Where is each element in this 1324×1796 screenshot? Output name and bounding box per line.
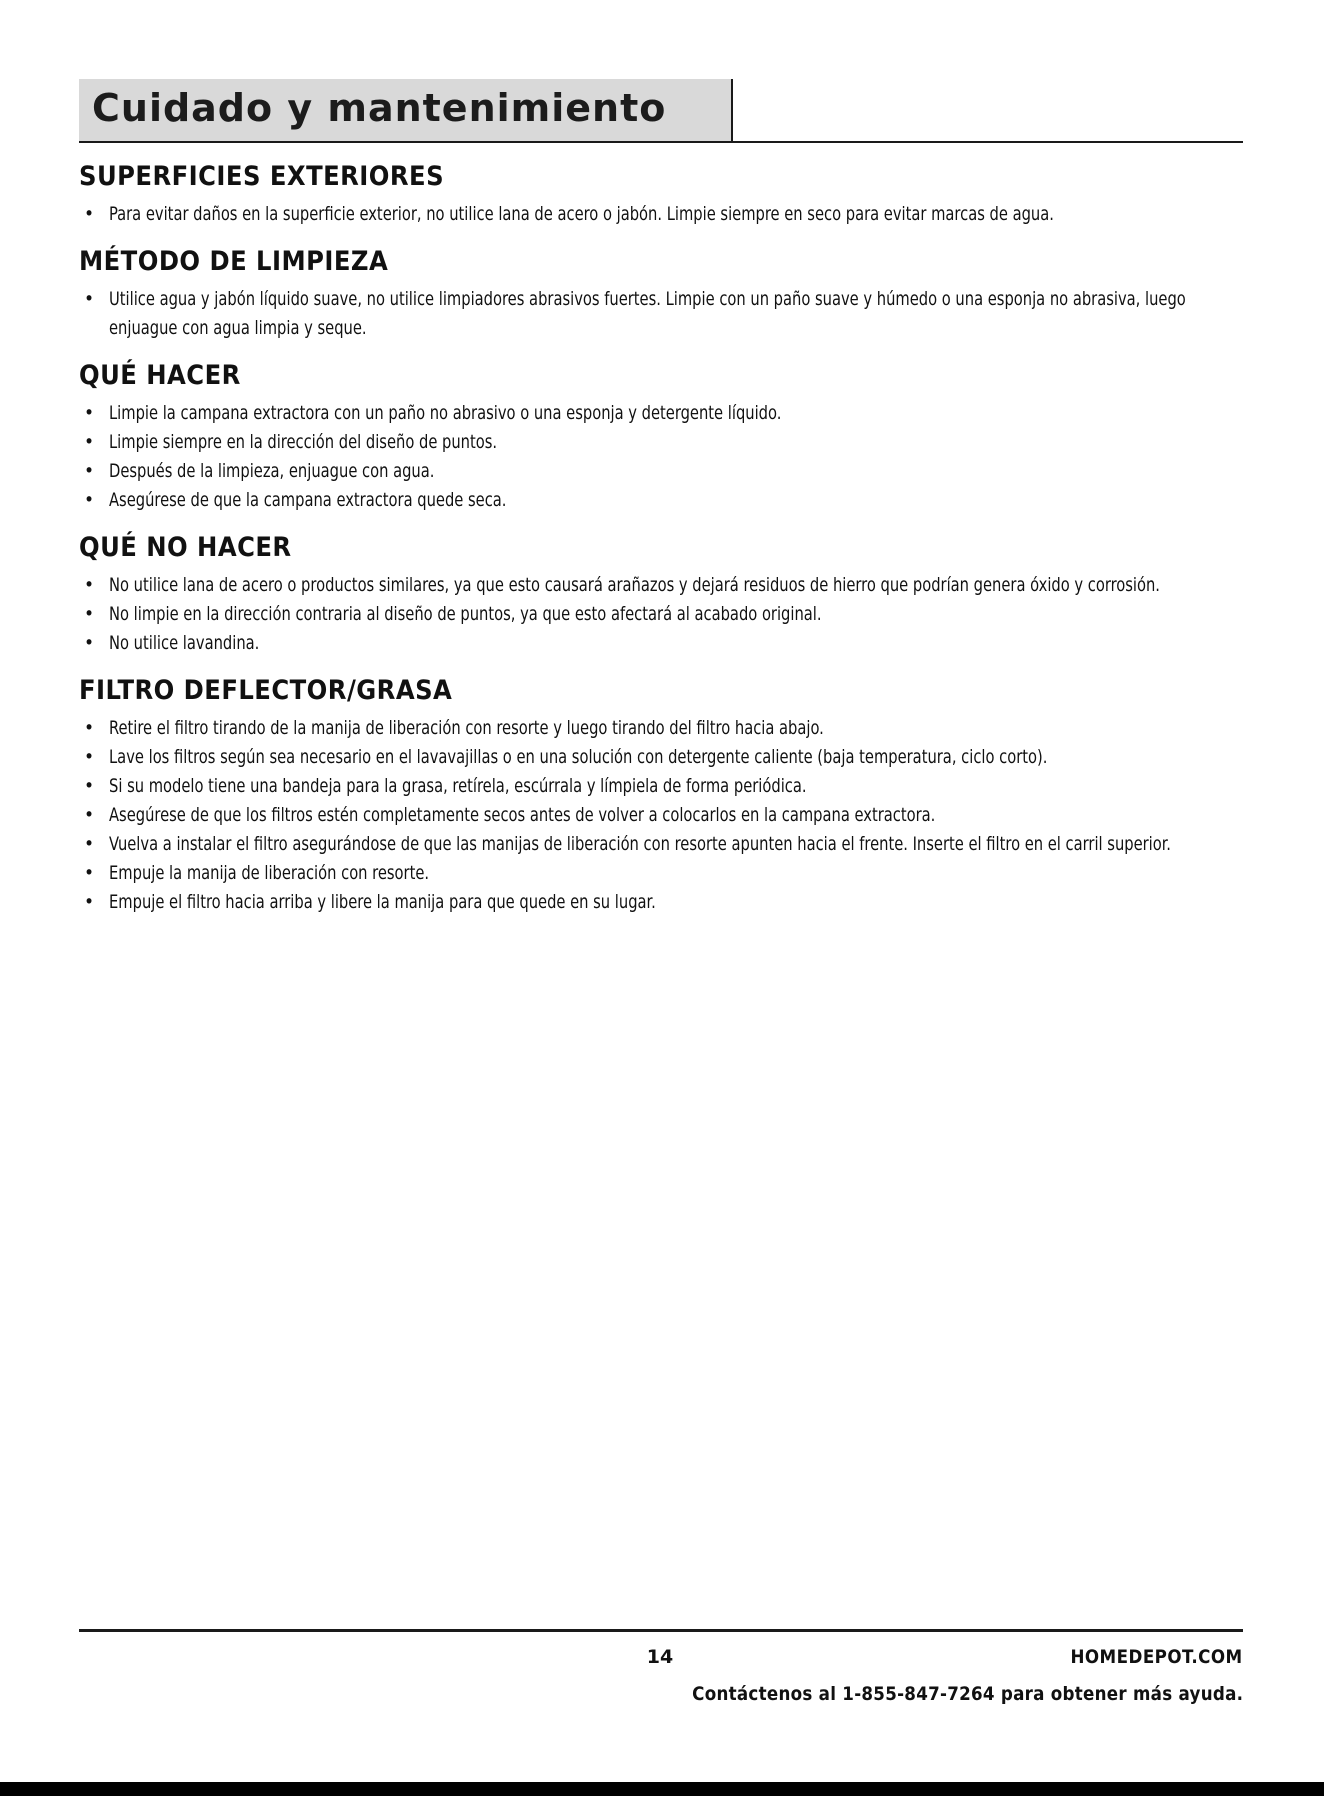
section-heading: QUÉ NO HACER (79, 532, 292, 563)
section-heading: FILTRO DEFLECTOR/GRASA (79, 675, 453, 706)
list-item-text: Después de la limpieza, enjuague con agua. (109, 460, 435, 482)
list-item (79, 200, 1247, 229)
list-item-text: Empuje la manija de liberación con resorte. (109, 862, 430, 884)
section-heading: QUÉ HACER (79, 360, 241, 391)
section-que-hacer (79, 357, 1247, 515)
list-item (79, 888, 1247, 917)
list-item-text: No limpie en la dirección contraria al diseño de puntos, ya que esto afectará al acabado original. (109, 603, 822, 625)
list-item (79, 830, 1247, 859)
bullet-icon: • (83, 603, 95, 625)
bullet-icon: • (83, 431, 95, 453)
title-divider (79, 141, 1243, 143)
list-item-text: Asegúrese de que los filtros estén completamente secos antes de volver a colocarlos en la campana extractora. (109, 804, 936, 826)
bullet-icon: • (83, 489, 95, 511)
bullet-list (79, 200, 1247, 229)
bullet-list (79, 714, 1247, 917)
contact-help-line: Contáctenos al 1-855-847-7264 para obtener más ayuda. (691, 1683, 1243, 1705)
section-heading: MÉTODO DE LIMPIEZA (79, 246, 389, 277)
list-item-text: Lave los filtros según sea necesario en el lavavajillas o en una solución con detergente caliente (baja temperatura, ciclo corto). (109, 746, 1048, 768)
bullet-icon: • (83, 862, 95, 884)
list-item (79, 743, 1247, 772)
list-item-text: Empuje el filtro hacia arriba y libere la manija para que quede en su lugar. (109, 891, 656, 913)
bullet-list (79, 571, 1247, 658)
footer-divider (79, 1629, 1243, 1632)
list-item (79, 859, 1247, 888)
list-item (79, 571, 1247, 600)
page-content (79, 158, 1247, 931)
bullet-list (79, 285, 1247, 343)
bullet-icon: • (83, 632, 95, 654)
list-item-text: Limpie siempre en la dirección del diseño de puntos. (109, 431, 498, 453)
bullet-icon: • (83, 891, 95, 913)
list-item (79, 285, 1247, 343)
list-item-text: Limpie la campana extractora con un paño no abrasivo o una esponja y detergente líquido. (109, 402, 782, 424)
bullet-icon: • (83, 203, 95, 225)
list-item-text: Asegúrese de que la campana extractora quede seca. (109, 489, 507, 511)
page-title: Cuidado y mantenimiento (92, 86, 667, 130)
bullet-icon: • (83, 833, 95, 855)
list-item (79, 399, 1247, 428)
section-title-bar (79, 79, 733, 142)
page-number: 14 (646, 1646, 674, 1668)
list-item-text: Vuelva a instalar el filtro asegurándose de que las manijas de liberación con resorte apunten hacia el frente. Inserte el filtro en el carril superior. (109, 833, 1171, 855)
bullet-icon: • (83, 460, 95, 482)
list-item-text: No utilice lavandina. (109, 632, 260, 654)
list-item-text: Si su modelo tiene una bandeja para la grasa, retírela, escúrrala y límpiela de forma periódica. (109, 775, 807, 797)
list-item (79, 457, 1247, 486)
list-item-text: Para evitar daños en la superficie exterior, no utilice lana de acero o jabón. Limpie siempre en seco para evitar marcas de agua. (109, 203, 1054, 225)
list-item (79, 772, 1247, 801)
list-item (79, 714, 1247, 743)
section-superficies-exteriores (79, 158, 1247, 229)
section-que-no-hacer (79, 529, 1247, 658)
bullet-icon: • (83, 574, 95, 596)
bottom-edge-band (0, 1782, 1324, 1796)
list-item (79, 600, 1247, 629)
bullet-icon: • (83, 804, 95, 826)
list-item (79, 801, 1247, 830)
list-item (79, 629, 1247, 658)
list-item-text: No utilice lana de acero o productos similares, ya que esto causará arañazos y dejará residuos de hierro que podrían genera óxido y corrosión. (109, 574, 1160, 596)
section-filtro-deflector-grasa (79, 672, 1247, 917)
bullet-icon: • (83, 775, 95, 797)
list-item (79, 428, 1247, 457)
section-metodo-de-limpieza (79, 243, 1247, 343)
bullet-icon: • (83, 402, 95, 424)
website-label: HOMEDEPOT.COM (1070, 1646, 1243, 1668)
list-item (79, 486, 1247, 515)
bullet-icon: • (83, 746, 95, 768)
list-item-text: Retire el filtro tirando de la manija de liberación con resorte y luego tirando del filtro hacia abajo. (109, 717, 824, 739)
bullet-icon: • (83, 717, 95, 739)
section-heading: SUPERFICIES EXTERIORES (79, 161, 445, 192)
bullet-list (79, 399, 1247, 515)
bullet-icon: • (83, 288, 95, 310)
list-item-text: Utilice agua y jabón líquido suave, no utilice limpiadores abrasivos fuertes. Limpie con un paño suave y húmedo o una esponja no abrasiva, luego enjuague con agua limpia y seque. (109, 288, 1186, 339)
